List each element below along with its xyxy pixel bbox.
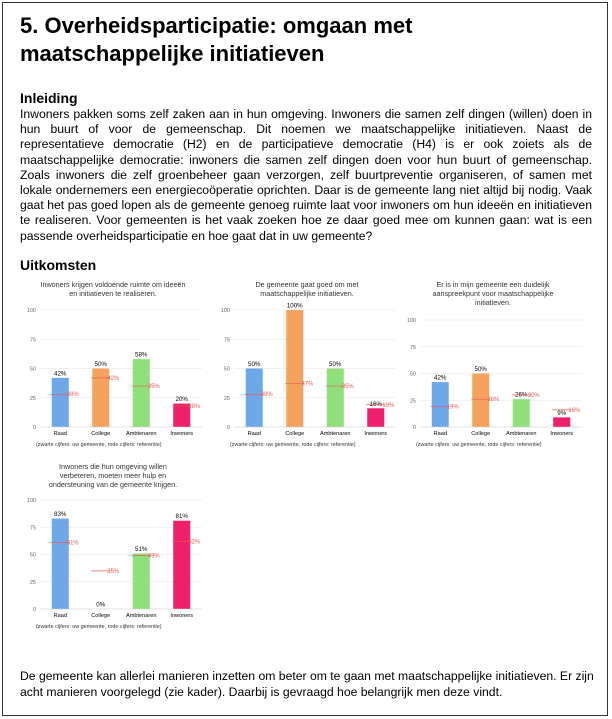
value-label: 81%	[175, 513, 188, 521]
reference-label: 19%	[446, 404, 459, 411]
chart-aanspreekpunt	[398, 280, 588, 460]
y-tick-label: 100	[26, 498, 36, 504]
reference-label: 30%	[527, 392, 540, 399]
section-title-inleiding: Inleiding	[20, 90, 78, 106]
reference-label: 35%	[147, 384, 160, 391]
category-label: Inwoners	[170, 613, 194, 619]
bar-chart	[18, 496, 208, 623]
reference-label: 18%	[188, 403, 201, 410]
value-label: 51%	[135, 545, 148, 553]
reference-label: 28%	[260, 392, 273, 399]
category-label: Ambtenaren	[126, 613, 157, 619]
category-label: Ambtenaren	[506, 431, 537, 437]
value-label: 50%	[329, 361, 342, 368]
reference-label: 62%	[188, 539, 201, 546]
bar-chart	[398, 316, 588, 441]
chart-omgang-initiatieven	[212, 280, 402, 460]
category-label: College	[91, 431, 111, 437]
y-tick-label: 75	[29, 525, 36, 532]
y-tick-label: 50	[409, 371, 416, 378]
value-label: 42%	[434, 374, 447, 382]
chart-legend-note: (zwarte cijfers: uw gemeente, rode cijfers: referentie)	[230, 442, 356, 448]
chart-title: Inwoners krijgen voldoende ruimte om ideeën en initiatieven te realiseren.	[40, 280, 186, 298]
intro-paragraph: Inwoners pakken soms zelf zaken aan in hun omgeving. Inwoners die samen zelf dingen (willen) doen in hun buurt of voor de gemeenschap. Dit noemen we maatschappelijke initiatieven. Naast de representatieve democratie (H2) en de participatieve democratie (H4) is er ook zoiets als de maatschappelijke democratie: inwoners die samen zelf dingen doen voor hun buurt of gemeenschap. Zoals inwoners die zelf groenbeheer gaan verzorgen, zelf buurtpreventie organiseren, of samen met lokale ondernemers een energiecoöperatie oprichten. Daar is de gemeente lang niet altijd bij nodig. Vaak gaat het pas goed lopen als de gemeente genoeg ruimte laat voor inwoners om hun ideeën en initiatieven te realiseren. Voor gemeenten is het vaak zoeken hoe ze daar goed mee om kunnen gaan: wat is een passende overheidsparticipatie en hoe gaat dat in uw gemeente?	[20, 107, 592, 243]
y-tick-label: 75	[409, 344, 416, 351]
chart-legend-note: (zwarte cijfers: uw gemeente, rode cijfers: referentie)	[416, 442, 542, 448]
bar-inwoners	[173, 521, 190, 609]
bar-inwoners	[367, 408, 384, 427]
reference-label: 35%	[107, 568, 120, 575]
category-label: Raad	[53, 613, 67, 619]
y-tick-label: 25	[29, 395, 36, 402]
reference-label: 37%	[301, 381, 314, 388]
category-label: College	[91, 613, 111, 619]
category-label: Inwoners	[364, 431, 388, 437]
y-tick-label: 75	[29, 337, 36, 344]
reference-label: 19%	[382, 402, 395, 409]
y-tick-label: 0	[412, 425, 416, 431]
section-title-uitkomsten: Uitkomsten	[20, 257, 97, 273]
y-tick-label: 0	[32, 425, 36, 431]
category-label: Raad	[433, 431, 447, 437]
chart-legend-note: (zwarte cijfers: uw gemeente, rode cijfers: referentie)	[36, 624, 162, 630]
y-tick-label: 75	[223, 337, 230, 344]
y-tick-label: 0	[32, 607, 36, 613]
category-label: College	[285, 431, 305, 437]
value-label: 16%	[369, 400, 382, 408]
bar-raad	[52, 519, 69, 609]
chart-hulp-ondersteuning	[18, 462, 208, 642]
category-label: Raad	[247, 431, 261, 437]
y-tick-label: 50	[29, 366, 36, 373]
y-tick-label: 0	[226, 425, 230, 431]
value-label: 50%	[94, 361, 107, 368]
bar-chart	[212, 302, 402, 441]
chart-title: De gemeente gaat goed om met maatschappelijke initiatieven.	[255, 280, 359, 298]
value-label: 0%	[96, 601, 106, 609]
category-label: Inwoners	[550, 431, 574, 437]
y-tick-label: 100	[26, 308, 36, 314]
category-label: Inwoners	[170, 431, 194, 437]
closing-paragraph: De gemeente kan allerlei manieren inzetten om beter om te gaan met maatschappelijke initiatieven. Er zijn acht manieren voorgelegd (zie kader). Daarbij is gevraagd hoe belangrijk men deze vindt.	[20, 669, 594, 699]
value-label: 50%	[474, 366, 487, 373]
value-label: 9%	[557, 409, 567, 417]
category-label: Ambtenaren	[320, 431, 351, 437]
value-label: 42%	[54, 370, 67, 378]
value-label: 26%	[515, 391, 528, 399]
bar-raad	[52, 378, 69, 427]
value-label: 50%	[248, 361, 261, 368]
y-tick-label: 100	[406, 318, 416, 324]
chart-title: Er is in mijn gemeente een duidelijk aanspreekpunt voor maatschappelijke initiatieven.	[432, 280, 554, 307]
value-label: 58%	[135, 351, 148, 359]
bar-ambtenaren	[133, 553, 150, 609]
reference-label: 61%	[66, 540, 79, 547]
y-tick-label: 50	[29, 552, 36, 559]
reference-label: 42%	[107, 375, 120, 382]
value-label: 20%	[175, 396, 188, 404]
reference-label: 16%	[568, 407, 581, 414]
bar-college	[286, 310, 303, 427]
bar-inwoners	[553, 417, 570, 427]
reference-label: 28%	[66, 392, 79, 399]
value-label: 100%	[286, 302, 303, 310]
category-label: College	[471, 431, 491, 437]
value-label: 83%	[54, 511, 67, 519]
reference-label: 49%	[147, 553, 160, 560]
bar-chart	[18, 306, 208, 441]
y-tick-label: 25	[29, 579, 36, 586]
reference-label: 26%	[487, 397, 500, 404]
chart-legend-note: (zwarte cijfers: uw gemeente, rode cijfers: referentie)	[36, 442, 162, 448]
chart-title: Inwoners die hun omgeving willen verbeteren, moeten meer hulp en ondersteuning van de gemeente krijgen.	[48, 462, 178, 489]
chart-ruimte-initiatieven	[18, 280, 208, 460]
bar-ambtenaren	[133, 359, 150, 427]
page-title: 5. Overheidsparticipatie: omgaan met maatschappelijke initiatieven	[20, 13, 413, 66]
bar-ambtenaren	[513, 399, 530, 427]
y-tick-label: 100	[220, 308, 230, 314]
category-label: Ambtenaren	[126, 431, 157, 437]
y-tick-label: 25	[223, 395, 230, 402]
y-tick-label: 25	[409, 398, 416, 405]
category-label: Raad	[53, 431, 67, 437]
bar-ambtenaren	[327, 369, 344, 428]
reference-label: 35%	[341, 384, 354, 391]
y-tick-label: 50	[223, 366, 230, 373]
